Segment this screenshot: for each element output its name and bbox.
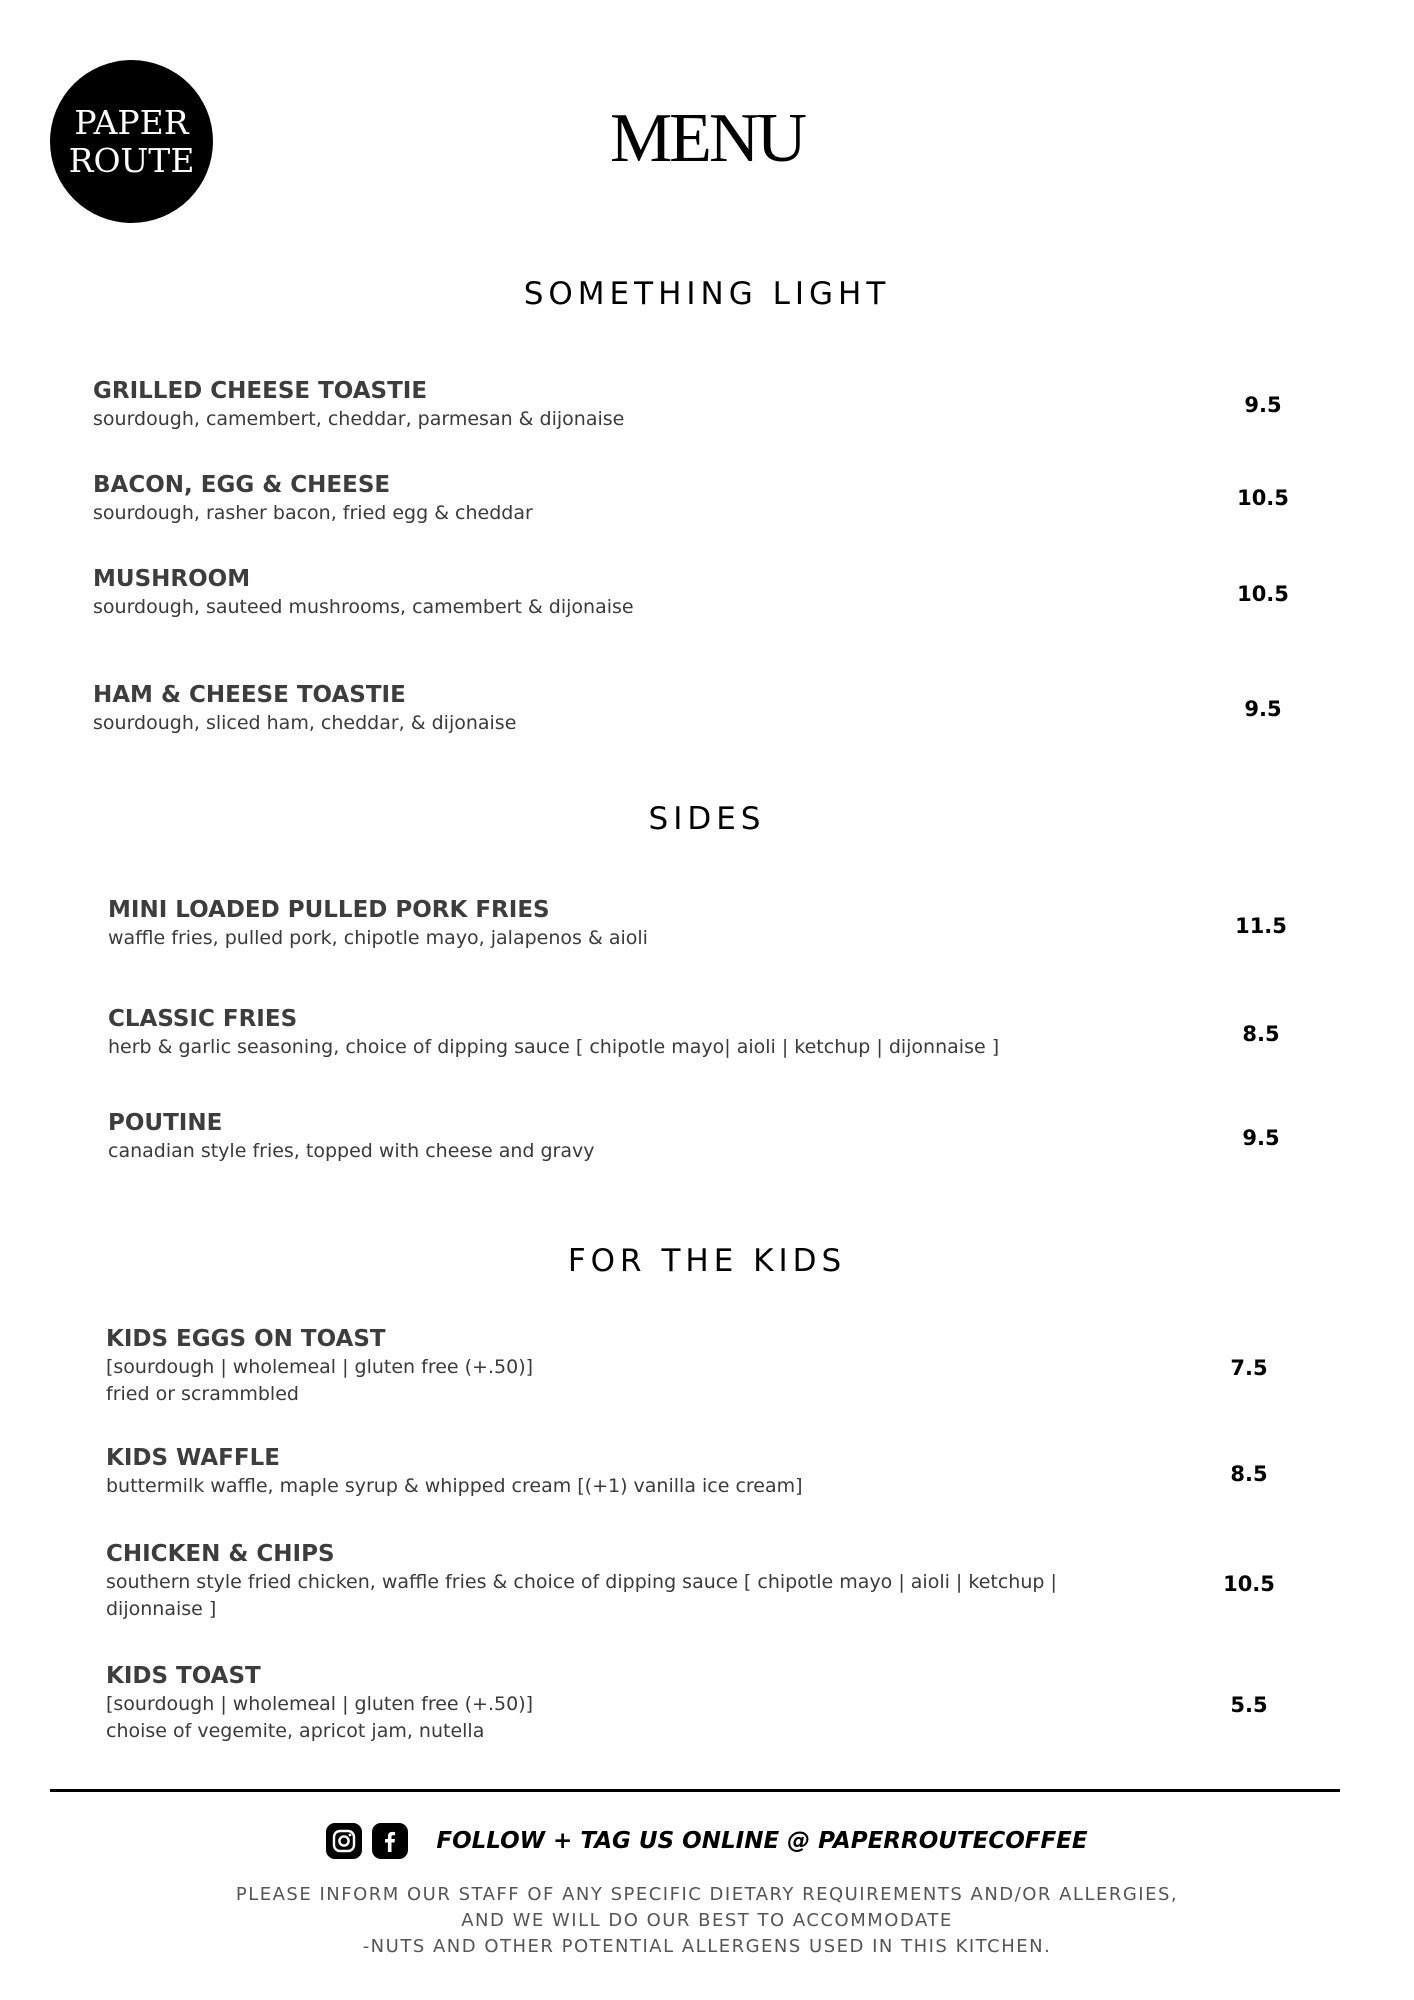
item-name: KIDS EGGS ON TOAST [106,1326,386,1352]
menu-item [108,896,648,952]
menu-item [106,1444,803,1500]
item-description: sourdough, sauteed mushrooms, camembert & dijonaise [93,596,634,618]
item-description: southern style fried chicken, waffle fries & choice of dipping sauce [ chipotle mayo | aioli | ketchup | [106,1571,1057,1593]
item-name: KIDS TOAST [106,1663,261,1689]
item-description: waffle fries, pulled pork, chipotle mayo, jalapenos & aioli [108,927,648,949]
facebook-icon[interactable] [372,1823,408,1859]
item-price: 10.5 [1237,486,1289,510]
item-description: buttermilk waffle, maple syrup & whipped cream [(+1) vanilla ice cream] [106,1475,803,1497]
item-price: 9.5 [1244,697,1282,721]
page-title: MENU [609,100,805,177]
item-description: sourdough, sliced ham, cheddar, & dijonaise [93,712,517,734]
social-follow [0,1823,1414,1859]
item-name: BACON, EGG & CHEESE [93,472,391,498]
menu-item [93,565,634,621]
item-name: CLASSIC FRIES [108,1006,298,1032]
item-price: 8.5 [1230,1462,1268,1486]
menu-item [108,1109,595,1165]
item-price: 5.5 [1230,1693,1268,1717]
item-name: GRILLED CHEESE TOASTIE [93,378,428,404]
item-description-2: dijonnaise ] [106,1598,217,1620]
item-name: MINI LOADED PULLED PORK FRIES [108,897,550,923]
item-price: 10.5 [1223,1572,1275,1596]
item-description: sourdough, rasher bacon, fried egg & cheddar [93,502,533,524]
item-description: canadian style fries, topped with cheese and gravy [108,1140,595,1162]
item-name: CHICKEN & CHIPS [106,1541,335,1567]
section-title-something-light: SOMETHING LIGHT [523,276,891,312]
item-price: 7.5 [1230,1356,1268,1380]
item-description: [sourdough | wholemeal | gluten free (+.50)] [106,1693,534,1715]
notice-line-3: -NUTS AND OTHER POTENTIAL ALLERGENS USED IN THIS KITCHEN. [362,1936,1052,1957]
item-price: 10.5 [1237,582,1289,606]
item-description-2: fried or scrammbled [106,1383,299,1405]
instagram-icon[interactable] [326,1823,362,1859]
item-description: herb & garlic seasoning, choice of dipping sauce [ chipotle mayo| aioli | ketchup | dijonnaise ] [108,1036,1000,1058]
menu-item [93,681,516,737]
item-description: sourdough, camembert, cheddar, parmesan & dijonaise [93,408,625,430]
footer-divider [50,1789,1340,1792]
item-price: 9.5 [1244,393,1282,417]
allergy-notice [0,1882,1414,1960]
menu-item [106,1662,533,1745]
section-title-for-the-kids: FOR THE KIDS [567,1243,847,1279]
item-name: MUSHROOM [93,566,251,592]
item-price: 11.5 [1235,914,1287,938]
logo-line-1: PAPER [74,102,189,142]
section-title-sides: SIDES [648,801,766,837]
item-price: 9.5 [1242,1126,1280,1150]
item-description: [sourdough | wholemeal | gluten free (+.50)] [106,1356,534,1378]
logo-line-2: ROUTE [68,140,195,180]
menu-item [93,471,533,527]
notice-line-2: AND WE WILL DO OUR BEST TO ACCOMMODATE [461,1910,953,1931]
item-name: HAM & CHEESE TOASTIE [93,682,406,708]
menu-item [106,1540,1057,1623]
menu-item [108,1005,999,1061]
notice-line-1: PLEASE INFORM OUR STAFF OF ANY SPECIFIC DIETARY REQUIREMENTS AND/OR ALLERGIES, [235,1884,1179,1905]
menu-item [93,377,624,433]
follow-tag-text: FOLLOW + TAG US ONLINE @ PAPERROUTECOFFEE [436,1828,1088,1854]
item-price: 8.5 [1242,1022,1280,1046]
menu-item [106,1325,533,1408]
item-name: KIDS WAFFLE [106,1445,280,1471]
item-description-2: choise of vegemite, apricot jam, nutella [106,1720,485,1742]
item-name: POUTINE [108,1110,223,1136]
